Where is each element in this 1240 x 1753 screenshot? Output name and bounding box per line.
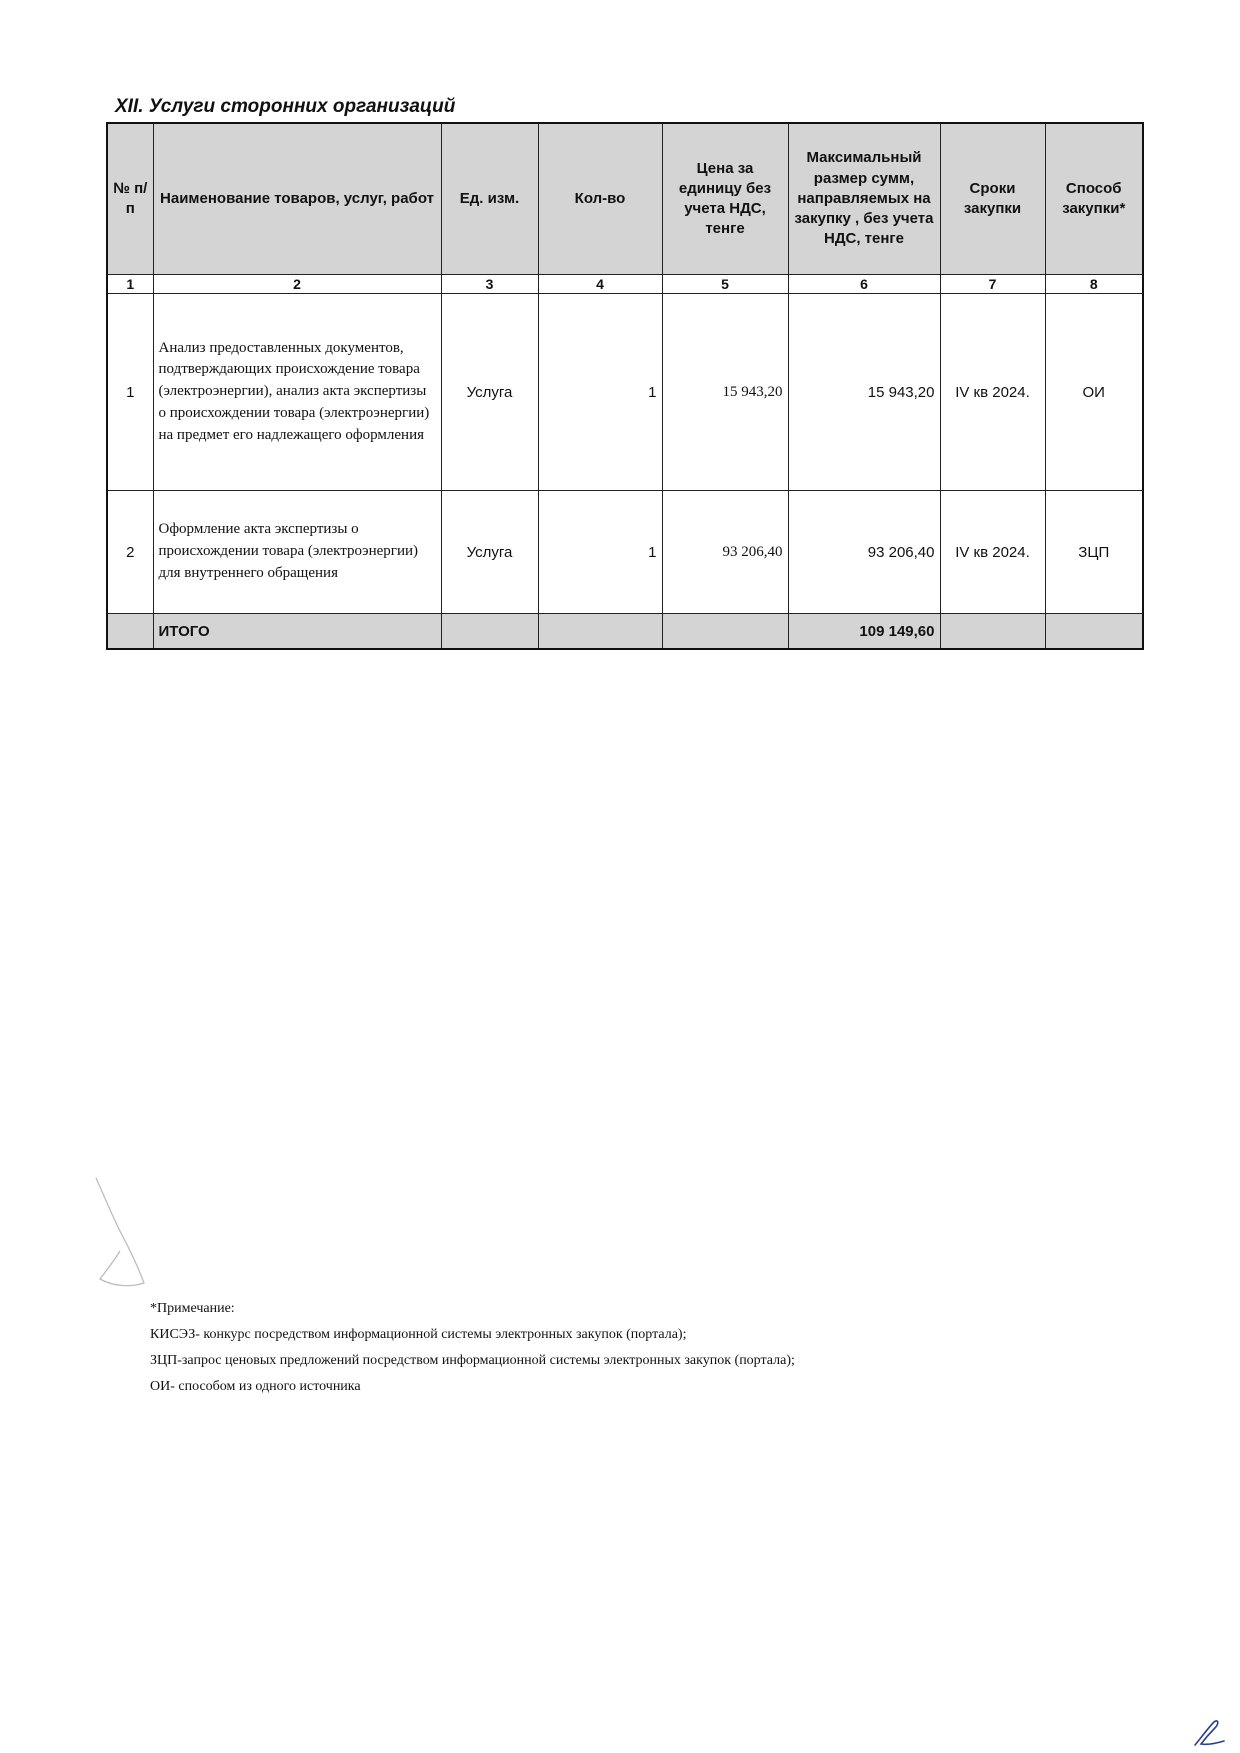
row-num: 2 [107,491,153,614]
column-number: 1 [107,275,153,294]
section-title: XII. Услуги сторонних организаций [115,96,456,117]
total-amount: 109 149,60 [788,614,940,650]
note-heading: *Примечание: [150,1301,235,1316]
column-number: 8 [1045,275,1143,294]
row-term: IV кв 2024. [940,491,1045,614]
total-cell-empty [538,614,662,650]
row-name: Анализ предоставленных документов, подтверждающих происхождение товара (электроэнергии), анализ акта экспертизы о происхождении товара (электроэнергии) на предмет его надлежащего оформления [153,294,441,491]
total-cell-empty [1045,614,1143,650]
total-row [107,614,1143,650]
row-qty: 1 [538,491,662,614]
column-number: 2 [153,275,441,294]
procurement-table [106,122,1144,650]
note-line: ОИ- способом из одного источника [150,1379,361,1394]
column-number: 4 [538,275,662,294]
header-unit: Ед. изм. [441,123,538,275]
table-row [107,491,1143,614]
note-line: КИСЭЗ- конкурс посредством информационной системы электронных закупок (портала); [150,1327,687,1342]
total-cell-empty [441,614,538,650]
total-label: ИТОГО [153,614,441,650]
footnotes [150,1296,795,1400]
row-max-amount: 93 206,40 [788,491,940,614]
row-method: ЗЦП [1045,491,1143,614]
total-cell-empty [940,614,1045,650]
row-price: 15 943,20 [662,294,788,491]
header-qty: Кол-во [538,123,662,275]
column-number-row [107,275,1143,294]
handwritten-initials [1192,1718,1228,1748]
total-cell-empty [662,614,788,650]
row-unit: Услуга [441,294,538,491]
header-max-amount: Максимальный размер сумм, направляемых на закупку , без учета НДС, тенге [788,123,940,275]
row-max-amount: 15 943,20 [788,294,940,491]
column-number: 5 [662,275,788,294]
total-cell-empty [107,614,153,650]
hand-drawn-mark [92,1175,162,1290]
row-num: 1 [107,294,153,491]
column-number: 7 [940,275,1045,294]
table-row [107,294,1143,491]
row-method: ОИ [1045,294,1143,491]
header-name: Наименование товаров, услуг, работ [153,123,441,275]
row-unit: Услуга [441,491,538,614]
row-term: IV кв 2024. [940,294,1045,491]
header-term: Сроки закупки [940,123,1045,275]
column-number: 6 [788,275,940,294]
column-number: 3 [441,275,538,294]
row-name: Оформление акта экспертизы о происхождении товара (электроэнергии) для внутреннего обращения [153,491,441,614]
header-price: Цена за единицу без учета НДС, тенге [662,123,788,275]
row-price: 93 206,40 [662,491,788,614]
note-line: ЗЦП-запрос ценовых предложений посредством информационной системы электронных закупок (портала); [150,1353,795,1368]
header-num: № п/п [107,123,153,275]
row-qty: 1 [538,294,662,491]
header-method: Способ закупки* [1045,123,1143,275]
header-row [107,123,1143,275]
